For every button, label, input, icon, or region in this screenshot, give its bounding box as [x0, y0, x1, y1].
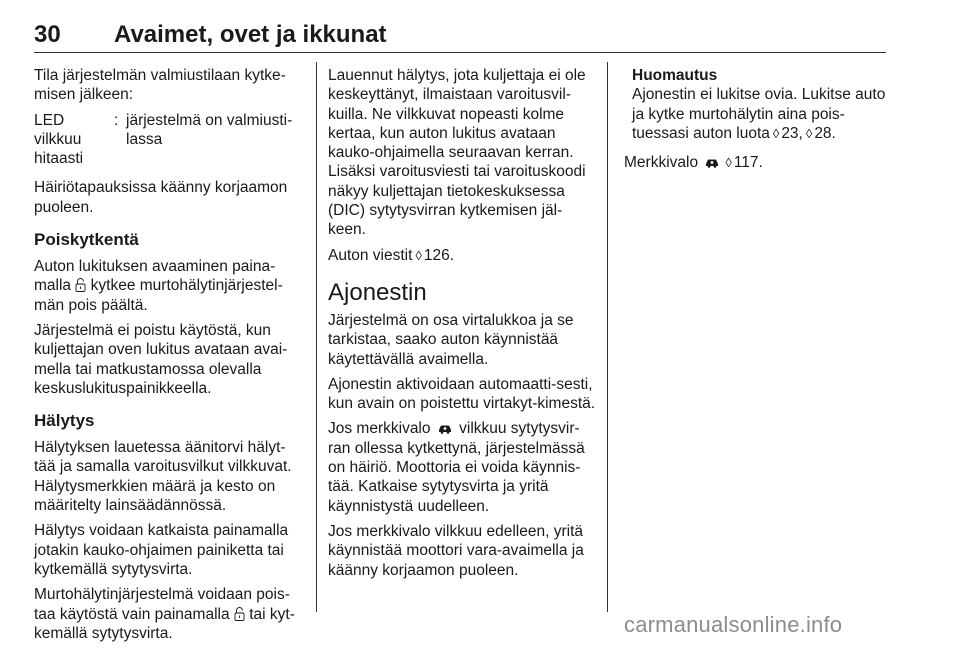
led-term: LED vilkkuu hitaasti [34, 111, 84, 168]
unlock-icon [234, 607, 245, 621]
note-box [632, 66, 892, 143]
vehicle-messages-reference: Auton viestit ◊ 126. [328, 246, 455, 264]
immobiliser-paragraph-3: Jos merkkivalo vilkkuu sytytysvir-ran ollessa kytkettynä, järjestelmässä on häiriö. Moottoria ei voida käynnis-tää. Katkaise sytytysvirta ja yritä käynnistystä uudelleen. [328, 420, 585, 515]
note-title: Huomautus [632, 67, 718, 84]
column-right [624, 66, 892, 178]
car-key-icon [438, 423, 452, 434]
note-body: Ajonestin ei lukitse ovia. Lukitse auto ja kytke murtohälytin aina pois-tuessasi auton luota ◊ 23, ◊ 28. [632, 86, 886, 142]
column-divider [607, 62, 608, 612]
reference-arrow-icon[interactable]: ◊ [772, 125, 780, 141]
led-definition [34, 111, 302, 169]
led-separator: : [114, 111, 119, 129]
alarm-paragraph-1: Hälytyksen lauetessa äänitorvi hälyt-tää ja samalla varoitusvilkut vilkkuvat. Hälytysmerkkien määrä ja kesto on määritelty lainsäädännössä. [34, 439, 292, 515]
intro-paragraph: Tila järjestelmän valmiustilaan kytke-misen jälkeen: [34, 67, 286, 104]
column-left [34, 66, 302, 649]
column-middle [328, 66, 596, 586]
page-number: 30 [34, 21, 61, 48]
alarm-paragraph-3: Murtohälytinjärjestelmä voidaan pois-taa käytöstä vain painamalla tai kyt-kemällä sytytysvirta. [34, 586, 295, 642]
section-title: Avaimet, ovet ja ikkunat [114, 21, 387, 48]
triggered-alarm-paragraph: Lauennut hälytys, jota kuljettaja ei ole keskeyttänyt, ilmaistaan varoitusvil-kuilla. Ne vilkkuvat nopeasti kolme kertaa, kun auton lukitus avataan kauko-ohjaimella seuraavan kerran. Lisäksi varoitusviesti tai varoituskoodi näkyy kuljettajan tietokeskuksessa (DIC) sytytysvirran kytkemisen jäl-keen. [328, 67, 586, 239]
immobiliser-paragraph-2: Ajonestin aktivoidaan automaatti-sesti, kun avain on poistettu virtakyt-kimestä. [328, 375, 596, 413]
heading-alarm: Hälytys [34, 411, 95, 431]
car-key-icon [705, 157, 719, 168]
alarm-paragraph-2: Hälytys voidaan katkaista painamalla jotakin kauko-ohjaimen painiketta tai kytkemällä sytytysvirta. [34, 522, 289, 578]
immobiliser-paragraph-4: Jos merkkivalo vilkkuu edelleen, yritä käynnistää moottori vara-avaimella ja käänny korjaamon puoleen. [328, 522, 584, 579]
column-divider [316, 62, 317, 612]
heading-disarm: Poiskytkentä [34, 230, 139, 250]
warning-lamp-reference: Merkkivalo ◊ 117. [624, 154, 763, 172]
led-description: järjestelmä on valmiusti-lassa [126, 111, 293, 148]
disarm-paragraph-2: Järjestelmä ei poistu käytöstä, kun kuljettajan oven lukitus avataan avai-mella tai matkustamossa olevalla keskuslukituspainikkeella. [34, 321, 288, 397]
reference-arrow-icon[interactable]: ◊ [805, 125, 813, 141]
page-header [34, 22, 886, 53]
immobiliser-paragraph-1: Järjestelmä on osa virtalukkoa ja se tarkistaa, saako auton käynnistää käytettävällä avaimella. [328, 311, 574, 368]
unlock-icon [75, 278, 86, 292]
watermark: carmanualsonline.info [624, 612, 843, 637]
reference-arrow-icon[interactable]: ◊ [415, 247, 422, 263]
fault-paragraph: Häiriötapauksissa käänny korjaamon puoleen. [34, 179, 288, 216]
heading-immobiliser: Ajonestin [328, 278, 427, 306]
reference-arrow-icon[interactable]: ◊ [725, 155, 732, 171]
disarm-paragraph-1: Auton lukituksen avaaminen paina-malla kytkee murtohälytinjärjestel-män pois päältä. [34, 258, 283, 314]
